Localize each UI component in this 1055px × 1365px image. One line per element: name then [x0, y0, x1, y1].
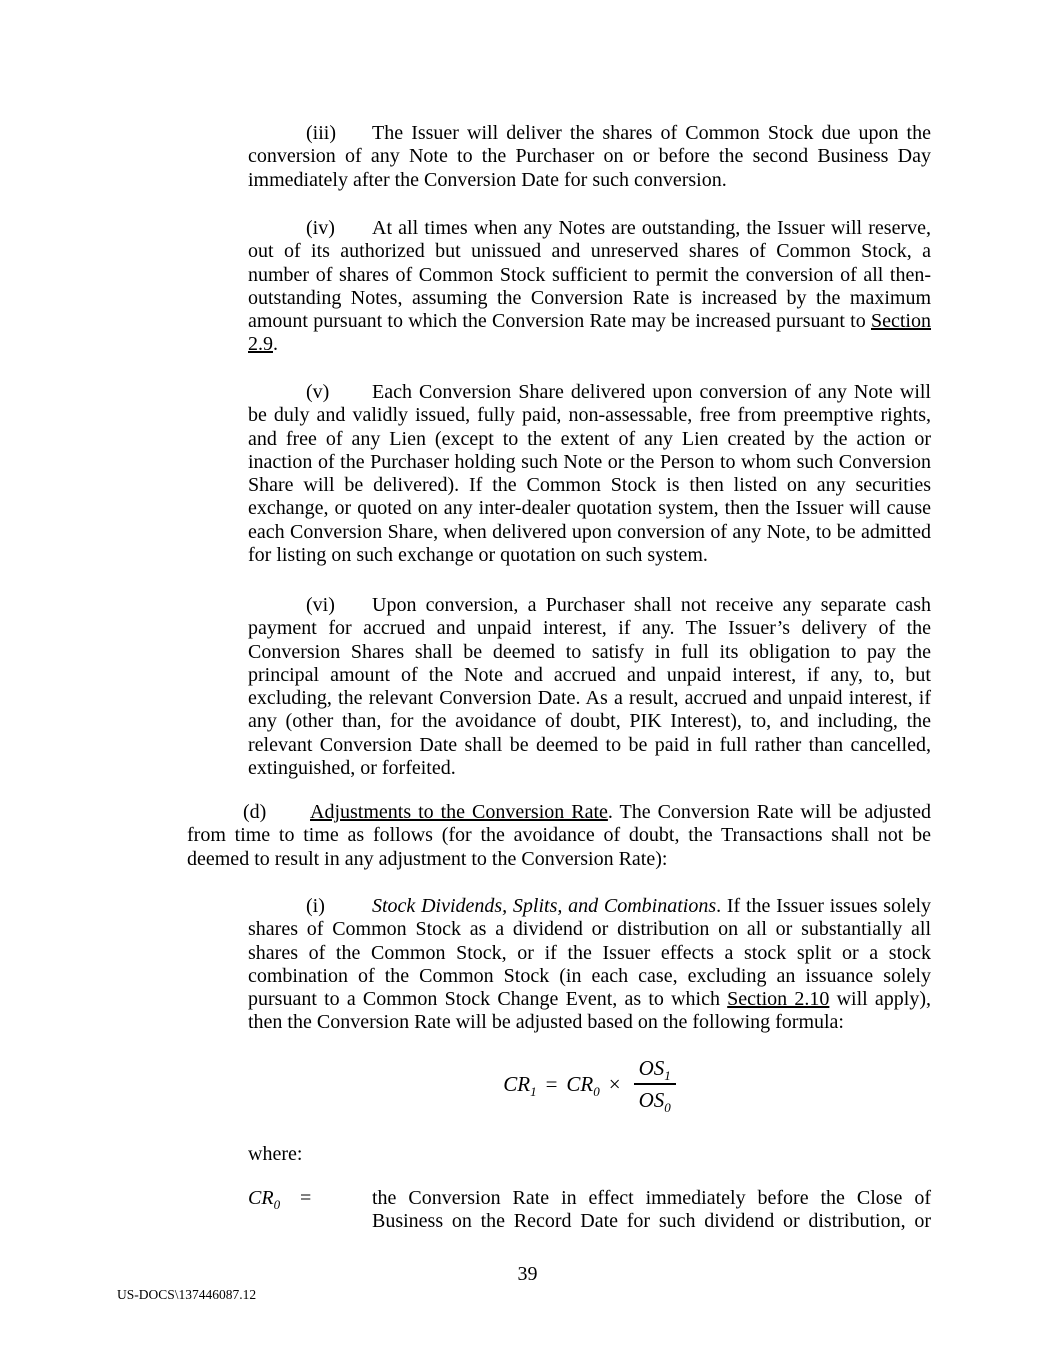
- formula-os0-subscript: 0: [664, 1100, 671, 1116]
- definition-row: [248, 1187, 931, 1234]
- conversion-rate-formula: [503, 1056, 676, 1116]
- formula-block: [248, 1056, 931, 1116]
- clause-heading-italic: Stock Dividends, Splits, and Combinations: [372, 895, 717, 917]
- clause-text: .: [273, 333, 278, 356]
- clause-text: Each Conversion Share delivered upon conversion of any Note will be duly and validly issued, fully paid, non-assessable, free from preemptive rights, and free of any Lien (except to the extent of any Lien created by the action or inaction of the Purchaser holding such Note or the Person to whom such Conversion Share will be delivered). If the Common Stock is then listed on any securities exchange, or quoted on any inter-dealer quotation system, then the Issuer will cause each Conversion Share, when delivered upon conversion of any Note, to be admitted for listing on such exchange or quotation on such system.: [248, 381, 931, 567]
- formula-os1: OS: [638, 1056, 665, 1080]
- formula-cr0-subscript: 0: [593, 1084, 600, 1100]
- formula-os0: OS: [638, 1088, 665, 1112]
- clause-d: [187, 801, 931, 871]
- section-reference: Section 2.9: [248, 310, 931, 356]
- clause-text: Upon conversion, a Purchaser shall not receive any separate cash payment for accrued and unpaid interest, if any. The Issuer’s delivery of the Conversion Shares shall be deemed to satisfy in full its obligation to pay the principal amount of the Note and accrued and unpaid interest, if any, to, but excluding, the relevant Conversion Date. As a result, accrued and unpaid interest, if any (other than, for the avoidance of doubt, PIK Interest), to, and including, the relevant Conversion Date shall be deemed to be paid in full rather than cancelled, extinguished, or forfeited.: [248, 594, 931, 780]
- clause-label: (i): [306, 895, 325, 917]
- clause-text: . If the Issuer issues solely shares of Common Stock as a dividend or distribution on all or substantially all shares of the Common Stock, or if the Issuer effects a stock split or a stock combination of the Common Stock (in each case, excluding an issuance solely pursuant to a Common Stock Change Event, as to which: [248, 895, 932, 1011]
- definition-term: [248, 1187, 280, 1210]
- equals-sign: =: [300, 1187, 312, 1209]
- formula-left-side: [503, 1072, 629, 1100]
- fraction-numerator: [634, 1056, 676, 1085]
- page-number: 39: [517, 1263, 538, 1285]
- clause-label: (v): [306, 381, 330, 403]
- clause-iv: [248, 217, 931, 357]
- fraction-denominator: [634, 1085, 676, 1116]
- where-label: where:: [248, 1143, 303, 1165]
- clause-label: (vi): [306, 594, 335, 616]
- clause-v: [248, 381, 931, 567]
- fraction: [634, 1056, 676, 1116]
- formula-os1-subscript: 1: [664, 1068, 671, 1084]
- clause-text: The Issuer will deliver the shares of Common Stock due upon the conversion of any Note to the Purchaser on or before the second Business Day immediately after the Conversion Date for such conversion.: [248, 122, 931, 191]
- clause-heading: Adjustments to the Conversion Rate: [310, 801, 608, 823]
- clause-iii: [248, 122, 931, 192]
- clause-label: (iii): [306, 122, 336, 144]
- definition-term-text: CR: [248, 1187, 274, 1209]
- multiplication-sign: ×: [608, 1072, 621, 1096]
- equals-sign: =: [545, 1072, 558, 1096]
- definition-term-subscript: 0: [273, 1197, 281, 1212]
- clause-vi: [248, 594, 931, 780]
- document-id: US-DOCS\137446087.12: [117, 1287, 257, 1302]
- clause-label: (d): [243, 801, 267, 823]
- formula-cr0: CR: [566, 1072, 594, 1096]
- clause-text: will apply), then the Conversion Rate will be adjusted based on the following formula:: [248, 988, 931, 1034]
- formula-cr1: CR: [503, 1072, 531, 1096]
- section-reference: Section 2.10: [727, 988, 830, 1011]
- clause-text: . The Conversion Rate will be adjusted from time to time as follows (for the avoidance of doubt, the Transactions shall not be deemed to result in any adjustment to the Conversion Rate):: [187, 801, 931, 870]
- definition-text: the Conversion Rate in effect immediately before the Close of Business on the Record Date for such dividend or distribution, or: [372, 1187, 931, 1233]
- clause-label: (iv): [306, 217, 335, 239]
- formula-cr1-subscript: 1: [530, 1084, 537, 1100]
- clause-i: [248, 895, 931, 1035]
- clause-text: At all times when any Notes are outstanding, the Issuer will reserve, out of its authorized but unissued and unreserved shares of Common Stock, a number of shares of Common Stock sufficient to permit the conversion of all then-outstanding Notes, assuming the Conversion Rate is increased by the maximum amount pursuant to which the Conversion Rate may be increased pursuant to: [248, 217, 931, 333]
